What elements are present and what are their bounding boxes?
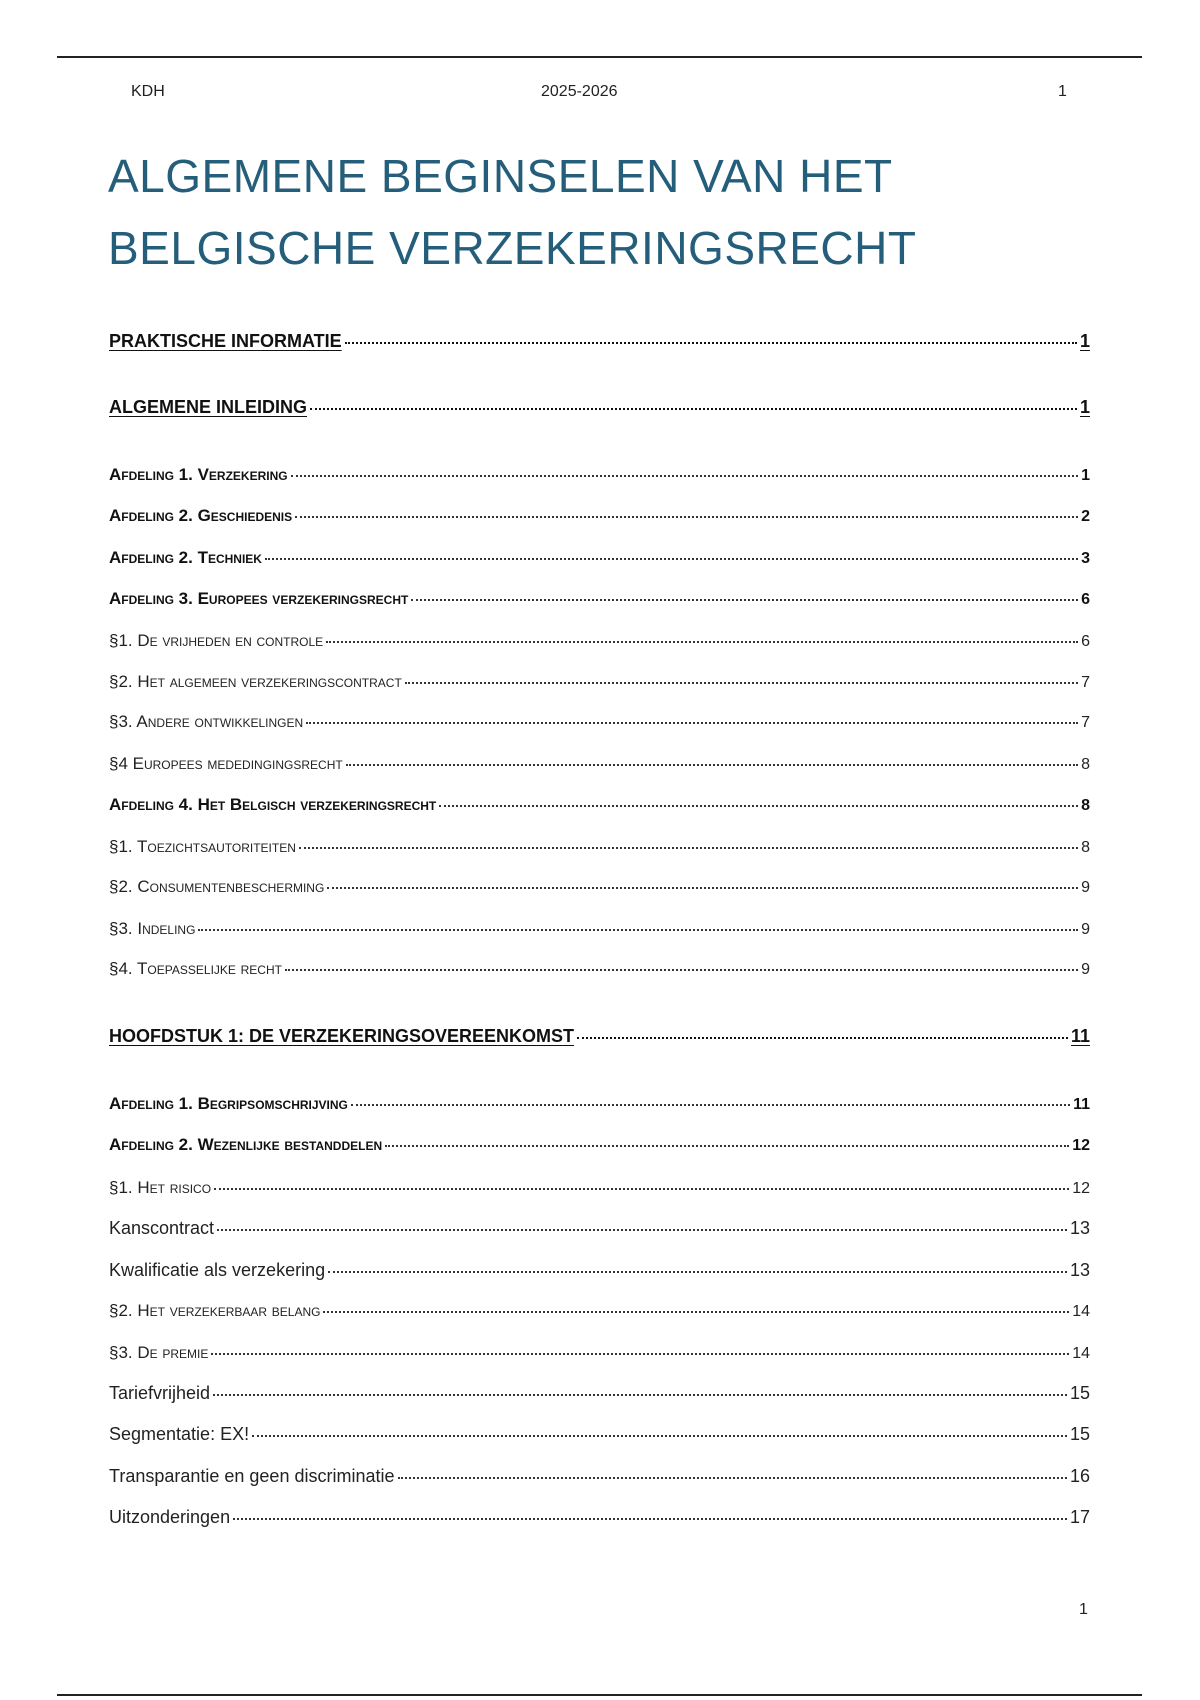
toc-entry-label: Afdeling 2. Techniek <box>109 548 262 567</box>
toc-entry-page: 14 <box>1072 1345 1090 1362</box>
toc-leader <box>233 1518 1067 1520</box>
toc-entry[interactable] <box>109 1301 1090 1327</box>
toc-entry-label: Afdeling 1. Begripsomschrijving <box>109 1094 348 1113</box>
toc-entry-label: Afdeling 2. Wezenlijke bestanddelen <box>109 1135 383 1154</box>
toc-entry[interactable] <box>109 1094 1090 1120</box>
toc-leader <box>345 342 1077 344</box>
toc-leader <box>351 1104 1070 1106</box>
header-academic-year: 2025-2026 <box>541 83 618 100</box>
toc-leader <box>323 1311 1069 1313</box>
header-author: KDH <box>131 83 165 100</box>
toc-entry[interactable] <box>109 919 1090 945</box>
toc-entry-page: 12 <box>1072 1180 1090 1197</box>
toc-entry-label: §1. De vrijheden en controle <box>109 631 324 650</box>
toc-entry-page: 6 <box>1081 633 1090 650</box>
toc-entry[interactable] <box>109 1343 1090 1369</box>
toc-entry-page: 12 <box>1072 1137 1090 1154</box>
toc-entry[interactable] <box>109 465 1090 491</box>
toc-entry[interactable] <box>109 1260 1090 1286</box>
toc-entry-page: 13 <box>1069 1260 1090 1280</box>
footer-page-number: 1 <box>1079 1601 1088 1618</box>
toc-leader <box>285 969 1078 971</box>
toc-entry-page: 3 <box>1081 550 1090 567</box>
toc-leader <box>577 1037 1068 1039</box>
toc-leader <box>306 722 1078 724</box>
toc-entry-page: 7 <box>1081 674 1090 691</box>
toc-leader <box>310 408 1077 410</box>
toc-leader <box>385 1145 1069 1147</box>
toc-entry[interactable] <box>109 795 1090 821</box>
toc-entry[interactable] <box>109 397 1090 423</box>
toc-leader <box>211 1353 1069 1355</box>
toc-entry[interactable] <box>109 672 1090 698</box>
toc-entry[interactable] <box>109 877 1090 903</box>
toc-entry-label: §3. Andere ontwikkelingen <box>109 712 304 731</box>
toc-entry[interactable] <box>109 959 1090 985</box>
toc-entry-label: §3. Indeling <box>109 919 196 938</box>
toc-entry-label: §2. Consumentenbescherming <box>109 877 325 896</box>
toc-entry-label: Afdeling 3. Europees verzekeringsrecht <box>109 589 409 608</box>
toc-leader <box>198 929 1078 931</box>
toc-entry-page: 14 <box>1072 1303 1090 1320</box>
toc-entry-page: 9 <box>1081 921 1090 938</box>
toc-entry-page: 16 <box>1069 1466 1090 1486</box>
toc-entry-label: PRAKTISCHE INFORMATIE <box>109 331 342 351</box>
toc-entry[interactable] <box>109 331 1090 357</box>
toc-entry-label: Uitzonderingen <box>109 1507 231 1527</box>
toc-entry-label: Transparantie en geen discriminatie <box>109 1466 395 1486</box>
toc-leader <box>439 805 1078 807</box>
toc-entry[interactable] <box>109 506 1090 532</box>
document-title <box>108 140 1108 284</box>
toc-entry[interactable] <box>109 1424 1090 1450</box>
toc-entry-label: §1. Toezichtsautoriteiten <box>109 837 296 856</box>
toc-entry-label: §4 Europees mededingingsrecht <box>109 754 343 773</box>
header-page-number: 1 <box>1058 83 1067 100</box>
document-title-line-2: BELGISCHE VERZEKERINGSRECHT <box>108 222 917 274</box>
toc-entry-page: 8 <box>1081 839 1090 856</box>
toc-entry-page: 11 <box>1073 1096 1090 1113</box>
toc-entry-label: Kanscontract <box>109 1218 215 1238</box>
toc-entry-page: 11 <box>1070 1026 1090 1046</box>
toc-entry[interactable] <box>109 837 1090 863</box>
toc-leader <box>405 682 1078 684</box>
toc-entry-page: 9 <box>1081 879 1090 896</box>
toc-leader <box>291 475 1079 477</box>
document-title-line-1: ALGEMENE BEGINSELEN VAN HET <box>108 150 893 202</box>
toc-entry[interactable] <box>109 754 1090 780</box>
toc-leader <box>326 641 1078 643</box>
toc-entry-label: Afdeling 4. Het Belgisch verzekeringsrecht <box>109 795 437 814</box>
toc-entry[interactable] <box>109 1383 1090 1409</box>
toc-leader <box>411 599 1078 601</box>
toc-entry-page: 8 <box>1081 756 1090 773</box>
toc-entry[interactable] <box>109 712 1090 738</box>
toc-entry[interactable] <box>109 589 1090 615</box>
toc-leader <box>398 1477 1067 1479</box>
toc-entry[interactable] <box>109 631 1090 657</box>
toc-entry-page: 15 <box>1069 1383 1090 1403</box>
toc-entry[interactable] <box>109 1218 1090 1244</box>
toc-entry-label: Segmentatie: EX! <box>109 1424 250 1444</box>
toc-entry-label: §4. Toepasselijke recht <box>109 959 282 978</box>
toc-entry[interactable] <box>109 1135 1090 1161</box>
toc-entry-page: 1 <box>1079 331 1090 351</box>
toc-entry-page: 2 <box>1081 508 1090 525</box>
toc-leader <box>252 1435 1067 1437</box>
toc-entry-label: ALGEMENE INLEIDING <box>109 397 308 417</box>
toc-entry-label: Kwalificatie als verzekering <box>109 1260 326 1280</box>
toc-entry-page: 9 <box>1081 961 1090 978</box>
toc-leader <box>328 1271 1067 1273</box>
toc-leader <box>213 1394 1067 1396</box>
toc-entry-page: 8 <box>1081 797 1090 814</box>
toc-entry[interactable] <box>109 1507 1090 1533</box>
toc-entry-label: §1. Het risico <box>109 1178 212 1197</box>
toc-entry-page: 6 <box>1081 591 1090 608</box>
toc-entry-label: §2. Het verzekerbaar belang <box>109 1301 321 1320</box>
toc-entry-page: 15 <box>1069 1424 1090 1444</box>
toc-entry-page: 17 <box>1069 1507 1090 1527</box>
toc-leader <box>295 516 1078 518</box>
toc-entry-label: §2. Het algemeen verzekeringscontract <box>109 672 402 691</box>
toc-entry-page: 7 <box>1081 714 1090 731</box>
toc-leader <box>265 558 1078 560</box>
toc-leader <box>327 887 1078 889</box>
toc-entry-label: Afdeling 2. Geschiedenis <box>109 506 293 525</box>
toc-entry-page: 1 <box>1081 467 1090 484</box>
toc-entry-page: 13 <box>1069 1218 1090 1238</box>
bottom-rule <box>57 1694 1142 1696</box>
top-rule <box>57 56 1142 58</box>
toc-entry[interactable] <box>109 1466 1090 1492</box>
toc-entry-label: HOOFDSTUK 1: DE VERZEKERINGSOVEREENKOMST <box>109 1026 575 1046</box>
toc-leader <box>346 764 1078 766</box>
toc-entry[interactable] <box>109 548 1090 574</box>
toc-leader <box>214 1188 1069 1190</box>
toc-entry-label: §3. De premie <box>109 1343 209 1362</box>
toc-entry-page: 1 <box>1079 397 1090 417</box>
toc-entry[interactable] <box>109 1026 1090 1052</box>
toc-entry-label: Tariefvrijheid <box>109 1383 211 1403</box>
toc-leader <box>299 847 1078 849</box>
toc-entry-label: Afdeling 1. Verzekering <box>109 465 288 484</box>
toc-leader <box>217 1229 1067 1231</box>
toc-entry[interactable] <box>109 1178 1090 1204</box>
